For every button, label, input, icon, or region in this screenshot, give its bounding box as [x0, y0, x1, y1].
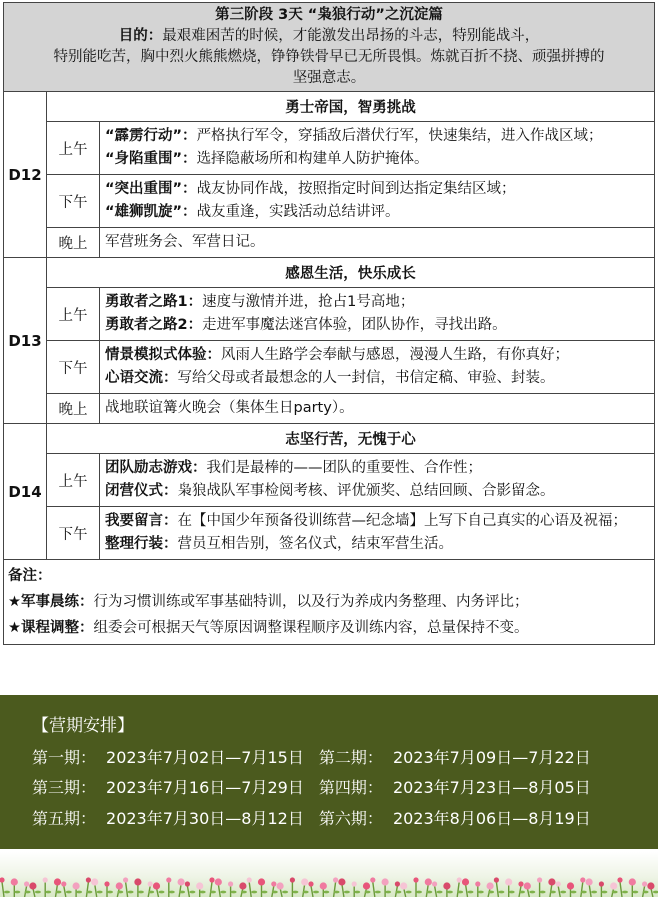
session-5: [32, 809, 304, 828]
session-name: 第五期：: [32, 809, 97, 828]
activity-text: 军营班务会、军营日记。: [105, 234, 265, 250]
flower-border-decoration: [0, 852, 658, 897]
activity-text: 战友协同作战，按照指定时间到达指定集结区域；: [196, 181, 516, 197]
day-theme: 志坚行苦，无愧于心: [47, 424, 655, 454]
period-row: [4, 228, 655, 258]
camp-schedule-panel: [0, 695, 658, 849]
note-text: 行为习惯训练或军事基础特训，以及行为养成内务整理、内务评比；: [93, 594, 529, 610]
activity-text: 战友重逢，实践活动总结讲评。: [196, 204, 400, 220]
stage-title: 第三阶段 3天 “枭狼行动”之沉淀篇: [215, 7, 443, 23]
activity-cell: [100, 454, 655, 507]
session-row: [32, 745, 591, 768]
session-4: [319, 778, 591, 797]
activity-label: 我要留言：: [105, 513, 178, 529]
session-dates: 2023年8月06日—8月19日: [392, 809, 591, 828]
day-theme: 勇士帝国，智勇挑战: [47, 92, 655, 122]
period-row: [4, 454, 655, 507]
period-label: 下午: [47, 175, 100, 228]
session-dates: 2023年7月30日—8月12日: [106, 809, 304, 828]
activity-text: 枭狼战队军事检阅考核、评优颁奖、总结回顾、合影留念。: [177, 483, 555, 499]
session-3: [32, 778, 304, 797]
purpose-text-3: 坚强意志。: [292, 70, 366, 86]
period-label: 上午: [47, 288, 100, 341]
period-label: 晚上: [47, 228, 100, 258]
activity-label: “突出重围”：: [105, 181, 197, 197]
activity-text: 营员互相告别，签名仪式，结束军营生活。: [177, 536, 453, 552]
session-dates: 2023年7月09日—7月22日: [392, 748, 591, 767]
activity-text: 我们是最棒的——团队的重要性、合作性；: [206, 460, 482, 476]
period-row: [4, 122, 655, 175]
activity-cell: [100, 288, 655, 341]
session-name: 第六期：: [318, 809, 383, 828]
session-2: [319, 748, 591, 767]
activity-label: “霹雳行动”：: [105, 128, 197, 144]
activity-cell: [100, 122, 655, 175]
activity-cell: [100, 507, 655, 560]
day-theme: 感恩生活，快乐成长: [47, 258, 655, 288]
period-label: 下午: [47, 341, 100, 394]
activity-text: 严格执行军令，穿插敌后潜伏行军，快速集结，进入作战区域；: [196, 128, 603, 144]
activity-text: 选择隐蔽场所和构建单人防护掩体。: [196, 151, 429, 167]
activity-label: 团队励志游戏：: [105, 460, 207, 476]
day-label: D14: [4, 424, 47, 560]
session-6: [319, 809, 591, 828]
period-row: [4, 175, 655, 228]
activity-cell: [100, 228, 655, 258]
activity-text: 战地联谊篝火晚会（集体生日party）。: [105, 400, 354, 416]
activity-cell: [100, 175, 655, 228]
activity-label: 闭营仪式：: [105, 483, 178, 499]
activity-text: 风雨人生路学会奉献与感恩，漫漫人生路，有你真好；: [221, 347, 569, 363]
flower-border-icon: [0, 852, 658, 897]
activity-text: 在【中国少年预备役训练营—纪念墙】上写下自己真实的心语及祝福；: [177, 513, 627, 529]
period-row: [4, 394, 655, 424]
note-label: ★军事晨练：: [8, 594, 94, 610]
period-row: [4, 288, 655, 341]
session-name: 第一期：: [32, 748, 97, 767]
session-row: [32, 806, 591, 829]
period-label: 上午: [47, 122, 100, 175]
day-label: D12: [4, 92, 47, 258]
activity-text: 速度与激情并进，抢占1号高地；: [202, 294, 415, 310]
session-name: 第三期：: [32, 778, 97, 797]
activity-label: 整理行装：: [105, 536, 178, 552]
period-row: [4, 341, 655, 394]
session-name: 第二期：: [318, 748, 383, 767]
camp-heading: 【营期安排】: [32, 716, 134, 736]
period-label: 下午: [47, 507, 100, 560]
purpose-text-1: 最艰难困苦的时候，才能激发出昂扬的斗志，特别能战斗，: [162, 28, 540, 44]
purpose-label: 目的：: [118, 28, 163, 44]
activity-label: 心语交流：: [105, 370, 178, 386]
activity-text: 写给父母或者最想念的人一封信，书信定稿、审验、封装。: [177, 370, 555, 386]
note-label: ★课程调整：: [8, 620, 94, 636]
period-label: 晚上: [47, 394, 100, 424]
header-row: [4, 3, 655, 92]
activity-label: 勇敢者之路1：: [105, 294, 203, 310]
period-row: [4, 507, 655, 560]
activity-cell: [100, 341, 655, 394]
session-1: [32, 748, 304, 767]
activity-label: 情景模拟式体验：: [105, 347, 221, 363]
note-text: 组委会可根据天气等原因调整课程顺序及训练内容，总量保持不变。: [93, 620, 529, 636]
activity-cell: [100, 394, 655, 424]
session-name: 第四期：: [318, 778, 383, 797]
notes-row: [4, 560, 655, 645]
session-dates: 2023年7月16日—7月29日: [106, 778, 304, 797]
notes-cell: [4, 560, 655, 645]
stage-header: [4, 3, 655, 92]
notes-title: 备注：: [8, 568, 52, 584]
purpose-text-2: 特别能吃苦，胸中烈火熊熊燃烧，铮铮铁骨早已无所畏惧。炼就百折不挠、顽强拼搏的: [53, 49, 605, 65]
session-row: [32, 775, 591, 798]
period-label: 上午: [47, 454, 100, 507]
activity-label: “雄狮凯旋”：: [105, 204, 197, 220]
schedule-table: [3, 2, 655, 645]
session-dates: 2023年7月02日—7月15日: [106, 748, 304, 767]
session-dates: 2023年7月23日—8月05日: [392, 778, 591, 797]
activity-text: 走进军事魔法迷宫体验，团队协作，寻找出路。: [202, 317, 507, 333]
day-label: D13: [4, 258, 47, 424]
activity-label: “身陷重围”：: [105, 151, 197, 167]
activity-label: 勇敢者之路2：: [105, 317, 203, 333]
